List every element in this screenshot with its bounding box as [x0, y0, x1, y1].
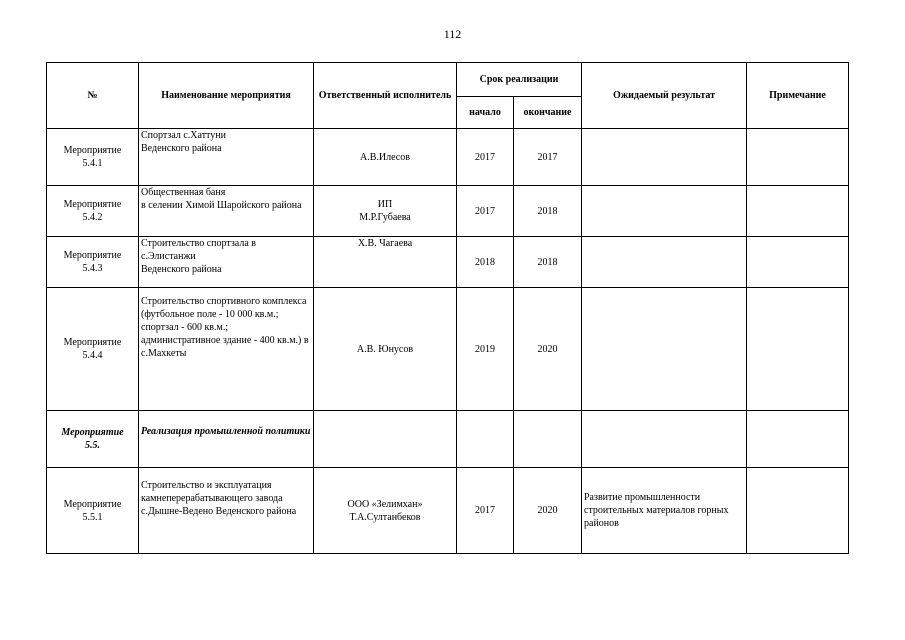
- section-responsible: [314, 411, 457, 468]
- row-number: Мероприятие 5.4.3: [47, 237, 139, 288]
- row-number: Мероприятие 5.4.4: [47, 288, 139, 411]
- page-number: 112: [443, 27, 462, 41]
- row-name: Строительство спортивного комплекса (футбольное поле - 10 000 кв.м.; спортзал - 600 кв.м.; административное здание - 400 кв.м.) в с.Махкеты: [139, 288, 314, 411]
- row-start: 2017: [457, 186, 514, 237]
- row-start: 2017: [457, 468, 514, 554]
- header-period: Срок реализации: [457, 63, 582, 97]
- row-responsible: ИП М.Р.Губаева: [314, 186, 457, 237]
- section-name: Реализация промышленной политики: [139, 411, 314, 468]
- row-note: [747, 186, 849, 237]
- row-responsible: Х.В. Чагаева: [314, 237, 457, 288]
- row-note: [747, 129, 849, 186]
- row-end: 2018: [514, 186, 582, 237]
- section-result: [582, 411, 747, 468]
- row-responsible: А.В.Илесов: [314, 129, 457, 186]
- table-row: [47, 237, 849, 288]
- measures-table: [46, 62, 849, 554]
- row-end: 2020: [514, 288, 582, 411]
- row-note: [747, 237, 849, 288]
- row-result: [582, 129, 747, 186]
- row-start: 2018: [457, 237, 514, 288]
- section-start: [457, 411, 514, 468]
- header-name: Наименование мероприятия: [139, 63, 314, 129]
- header-result: Ожидаемый результат: [582, 63, 747, 129]
- row-end: 2020: [514, 468, 582, 554]
- header-note: Примечание: [747, 63, 849, 129]
- row-responsible: А.В. Юнусов: [314, 288, 457, 411]
- section-row: [47, 411, 849, 468]
- table-row: [47, 288, 849, 411]
- table-row: [47, 468, 849, 554]
- row-result: [582, 237, 747, 288]
- header-end: окончание: [514, 97, 582, 129]
- table-row: [47, 186, 849, 237]
- row-number: Мероприятие 5.5.1: [47, 468, 139, 554]
- header-start: начало: [457, 97, 514, 129]
- row-start: 2019: [457, 288, 514, 411]
- row-result: Развитие промышленности строительных материалов горных районов: [582, 468, 747, 554]
- row-number: Мероприятие 5.4.1: [47, 129, 139, 186]
- row-end: 2018: [514, 237, 582, 288]
- row-name: Строительство спортзала в с.Элистанжи Веденского района: [139, 237, 314, 288]
- row-number: Мероприятие 5.4.2: [47, 186, 139, 237]
- row-end: 2017: [514, 129, 582, 186]
- row-name: Спортзал с.Хаттуни Веденского района: [139, 129, 314, 186]
- header-responsible: Ответственный исполнитель: [314, 63, 457, 129]
- row-name: Строительство и эксплуатация камнеперерабатывающего завода с.Дышне-Ведено Веденского района: [139, 468, 314, 554]
- row-responsible: ООО «Зелимхан» Т.А.Султанбеков: [314, 468, 457, 554]
- section-end: [514, 411, 582, 468]
- header-num: №: [47, 63, 139, 129]
- row-note: [747, 468, 849, 554]
- row-name: Общественная баня в селении Химой Шаройского района: [139, 186, 314, 237]
- row-result: [582, 186, 747, 237]
- row-note: [747, 288, 849, 411]
- row-result: [582, 288, 747, 411]
- header-row: [47, 63, 849, 97]
- row-start: 2017: [457, 129, 514, 186]
- section-number: Мероприятие 5.5.: [47, 411, 139, 468]
- table-row: [47, 129, 849, 186]
- section-note: [747, 411, 849, 468]
